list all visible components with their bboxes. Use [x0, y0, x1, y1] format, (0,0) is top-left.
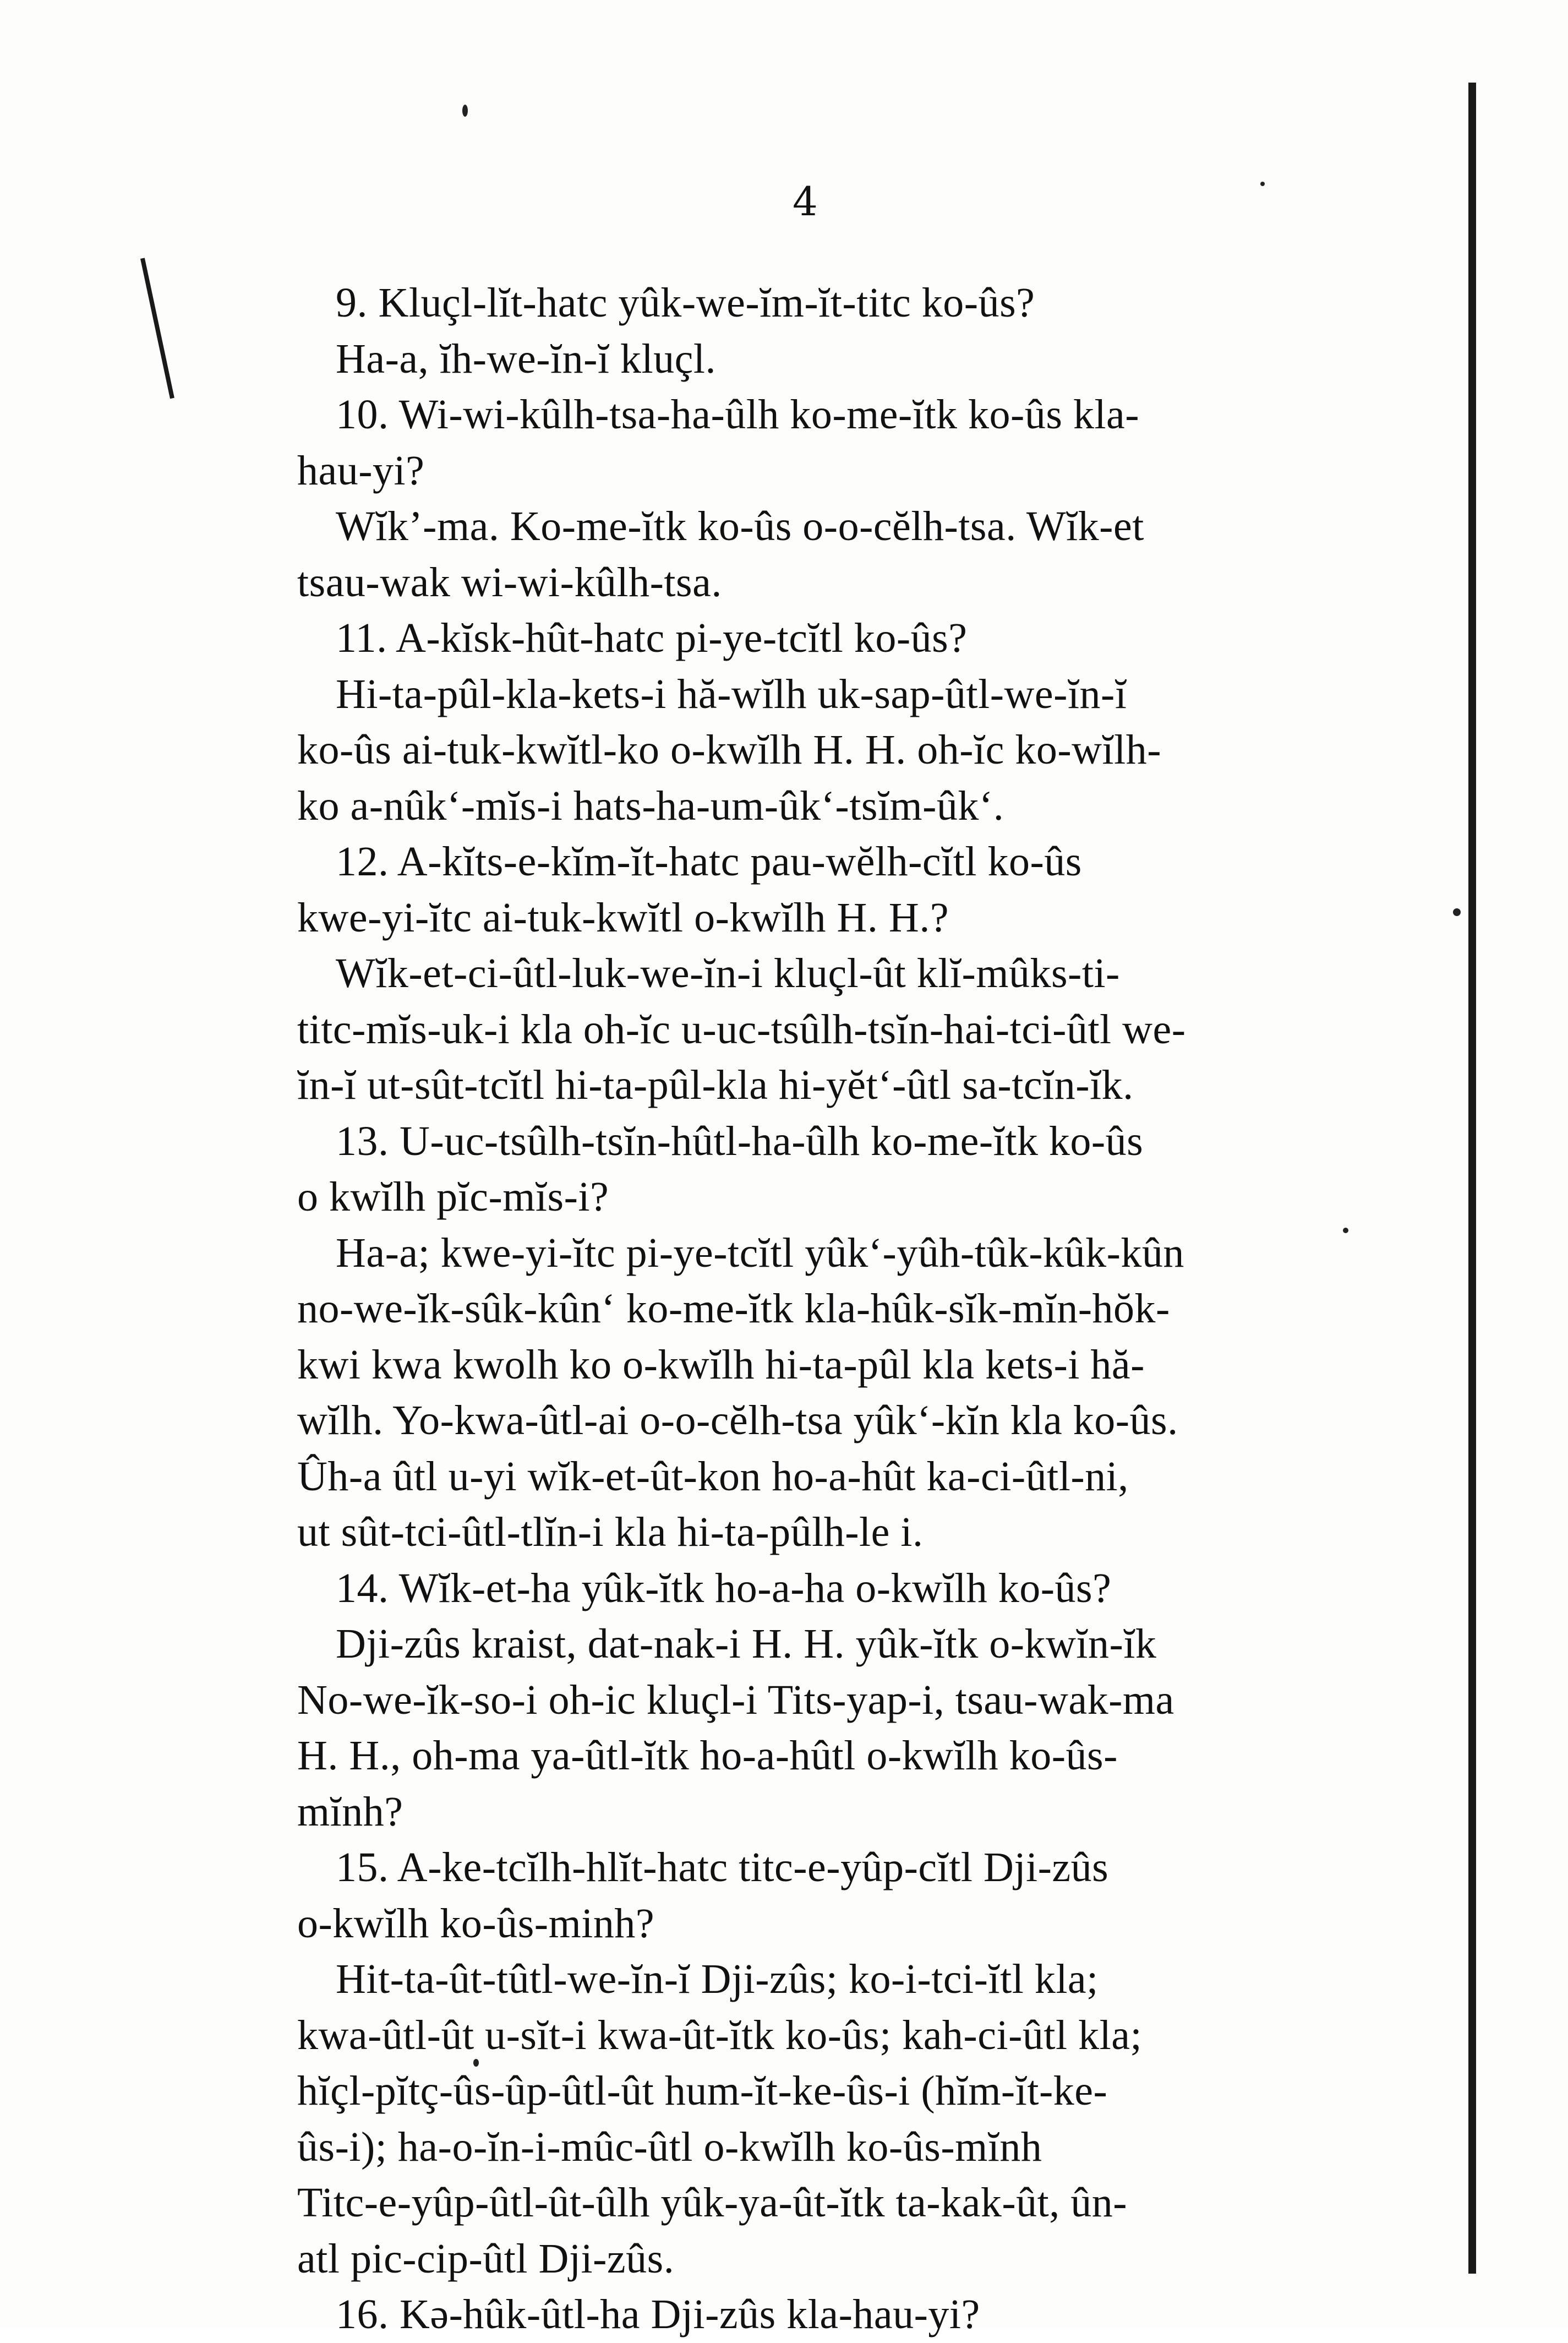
text-line: 12. A-kĭts-e-kĭm-ĭt-hatc pau-wĕlh-cĭtl ko-ûs — [336, 838, 1082, 885]
text-line: ut sût-tci-ûtl-tlĭn-i kla hi-ta-pûlh-le i. — [297, 1509, 924, 1555]
text-line: tsau-wak wi-wi-kûlh-tsa. — [297, 559, 722, 606]
text-line: Ha-a, ĭh-we-ĭn-ĭ kluçl. — [336, 335, 717, 382]
text-line: ko a-nûk‘-mĭs-i hats-ha-um-ûk‘-tsĭm-ûk‘. — [297, 782, 1004, 829]
text-line: 16. Kə-hûk-ûtl-ha Dji-zûs kla-hau-yi? — [336, 2291, 980, 2337]
text-line: wĭlh. Yo-kwa-ûtl-ai o-o-cĕlh-tsa yûk‘-kĭn kla ko-ûs. — [297, 1397, 1178, 1443]
scan-speck — [1453, 908, 1461, 916]
text-line: hau-yi? — [297, 447, 425, 494]
text-line: Wĭk-et-ci-ûtl-luk-we-ĭn-i kluçl-ût klĭ-mûks-ti- — [336, 950, 1120, 996]
page-number: 4 — [793, 178, 818, 225]
text-line: hĭçl-pĭtç-ûs-ûp-ûtl-ût hum-ĭt-ke-ûs-i (hĭm-ĭt-ke- — [297, 2068, 1108, 2114]
text-line: ĭn-ĭ ut-sût-tcĭtl hi-ta-pûl-kla hi-yĕt‘-ûtl sa-tcĭn-ĭk. — [297, 1062, 1134, 1108]
text-line: o-kwĭlh ko-ûs-minh? — [297, 1900, 655, 1947]
text-line: atl pic-cip-ûtl Dji-zûs. — [297, 2235, 675, 2282]
left-margin-scan-mark — [140, 258, 174, 399]
text-line: kwa-ûtl-ût u-sĭt-i kwa-ût-ĭtk ko-ûs; kah-ci-ûtl kla; — [297, 2012, 1143, 2058]
scan-speck — [462, 105, 468, 117]
text-line: Ûh-a ûtl u-yi wĭk-et-ût-kon ho-a-hût ka-ci-ûtl-ni, — [297, 1453, 1129, 1500]
catechism-text-block — [297, 275, 1343, 2343]
text-line: titc-mĭs-uk-i kla oh-ĭc u-uc-tsûlh-tsĭn-hai-tci-ûtl we- — [297, 1006, 1186, 1053]
text-line: ko-ûs ai-tuk-kwĭtl-ko o-kwĭlh H. H. oh-ĭc ko-wĭlh- — [297, 727, 1162, 773]
text-line: Hit-ta-ût-tûtl-we-ĭn-ĭ Dji-zûs; ko-i-tci-ĭtl kla; — [336, 1956, 1099, 2002]
text-line: Titc-e-yûp-ûtl-ût-ûlh yûk-ya-ût-ĭtk ta-kak-ût, ûn- — [297, 2179, 1128, 2226]
text-line: kwi kwa kwolh ko o-kwĭlh hi-ta-pûl kla kets-i hă- — [297, 1341, 1145, 1388]
right-margin-scan-line — [1468, 83, 1476, 2274]
text-line: H. H., oh-ma ya-ûtl-ĭtk ho-a-hûtl o-kwĭlh ko-ûs- — [297, 1732, 1118, 1779]
text-line: mĭnh? — [297, 1788, 403, 1835]
text-line: 10. Wi-wi-kûlh-tsa-ha-ûlh ko-me-ĭtk ko-ûs kla- — [336, 391, 1140, 438]
text-line: 15. A-ke-tcĭlh-hlĭt-hatc titc-e-yûp-cĭtl Dji-zûs — [336, 1844, 1109, 1890]
scan-speck — [1343, 1228, 1348, 1233]
scan-speck — [1260, 182, 1265, 186]
text-line: 11. A-kĭsk-hût-hatc pi-ye-tcĭtl ko-ûs? — [336, 615, 968, 661]
text-line: 9. Kluçl-lĭt-hatc yûk-we-ĭm-ĭt-titc ko-ûs? — [336, 280, 1035, 326]
text-line: 13. U-uc-tsûlh-tsĭn-hûtl-ha-ûlh ko-me-ĭtk ko-ûs — [336, 1118, 1144, 1164]
text-line: No-we-ĭk-so-i oh-ic kluçl-i Tits-yap-i, tsau-wak-ma — [297, 1676, 1174, 1723]
text-line: o kwĭlh pĭc-mĭs-i? — [297, 1174, 609, 1220]
text-line: kwe-yi-ĭtc ai-tuk-kwĭtl o-kwĭlh H. H.? — [297, 894, 949, 941]
text-line: ûs-i); ha-o-ĭn-i-mûc-ûtl o-kwĭlh ko-ûs-mĭnh — [297, 2123, 1042, 2170]
text-line: Ha-a; kwe-yi-ĭtc pi-ye-tcĭtl yûk‘-yûh-tûk-kûk-kûn — [336, 1229, 1184, 1276]
text-line: Wĭk’-ma. Ko-me-ĭtk ko-ûs o-o-cĕlh-tsa. Wĭk-et — [336, 503, 1144, 549]
text-line: Dji-zûs kraist, dat-nak-i H. H. yûk-ĭtk o-kwĭn-ĭk — [336, 1621, 1157, 1667]
text-line: no-we-ĭk-sûk-kûn‘ ko-me-ĭtk kla-hûk-sĭk-mĭn-hŏk- — [297, 1285, 1170, 1332]
text-line: Hi-ta-pûl-kla-kets-i hă-wĭlh uk-sap-ûtl-we-ĭn-ĭ — [336, 671, 1127, 717]
text-line: 14. Wĭk-et-ha yûk-ĭtk ho-a-ha o-kwĭlh ko-ûs? — [336, 1565, 1112, 1611]
